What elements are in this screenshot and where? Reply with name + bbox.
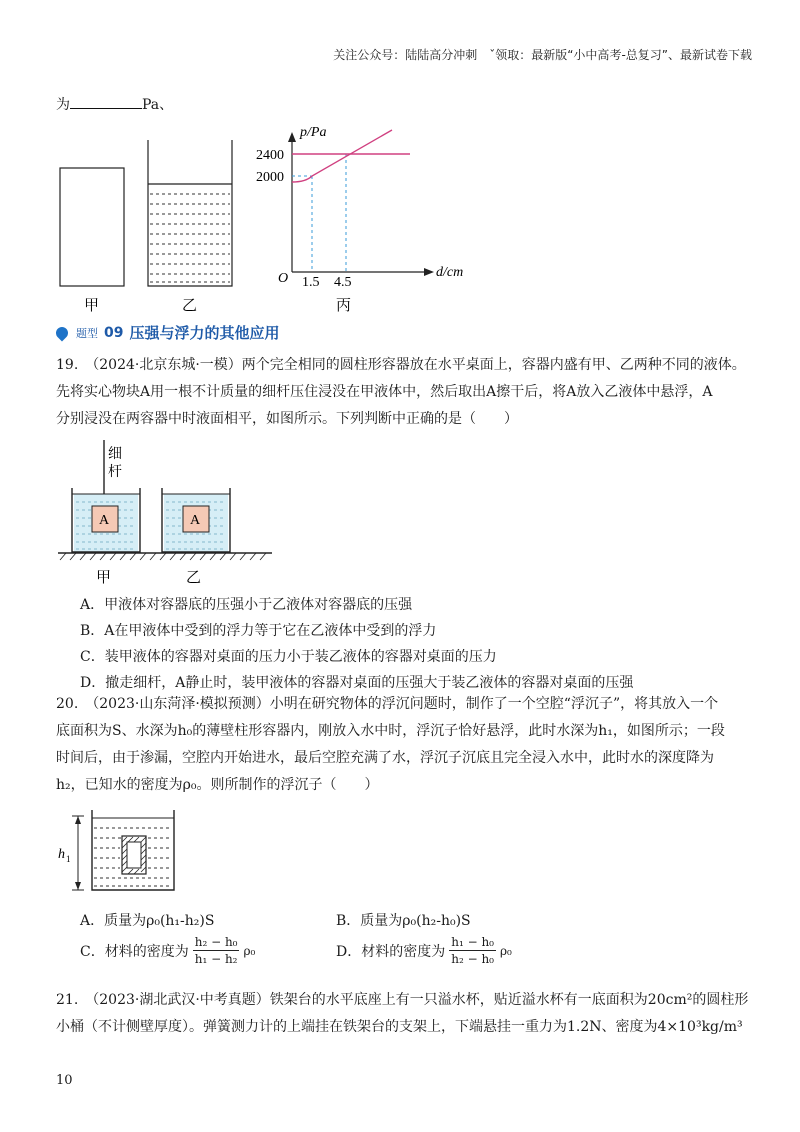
rod-label-1: 细 <box>108 447 122 462</box>
q20-c-rho: ρ₀ <box>243 943 256 958</box>
prev-answer-line <box>56 94 173 115</box>
origin-label: O <box>278 271 289 286</box>
q20-figure <box>56 808 196 900</box>
q20-d-rho: ρ₀ <box>500 943 512 958</box>
q20-line1: 20. （2023·山东菏泽·模拟预测）小明在研究物体的浮沉问题时，制作了一个空腔“浮沉子”，将其放入一个 <box>56 696 719 712</box>
container-yi <box>148 140 232 286</box>
q20-line3: 时间后，由于渗漏，空腔内开始进水，最后空腔充满了水，浮沉子沉底且完全浸入水中，此时水的深度降为 <box>56 750 714 766</box>
q20-d-prefix: D．材料的密度为 <box>336 943 446 960</box>
y-tick-2400: 2400 <box>256 148 284 163</box>
y-axis-label: p/Pa <box>300 125 327 140</box>
q19-line2: 先将实心物块A用一根不计质量的细杆压住浸没在甲液体中，然后取出A擦干后，将A放入乙液体中悬浮，A <box>56 384 713 400</box>
liquid-dashes-yi <box>150 184 230 282</box>
page-header: 关注公众号：陆陆高分冲刺 ˇ领取：最新版“小中高考-总复习”、最新试卷下载 <box>333 48 752 62</box>
y-axis-arrow <box>288 132 296 142</box>
q20-c-denominator: h₁ − h₂ <box>194 952 238 966</box>
rod-label-2: 杆 <box>108 465 122 480</box>
q20-c-prefix: C．材料的密度为 <box>80 943 189 960</box>
section-title: 压强与浮力的其他应用 <box>129 324 280 342</box>
q19-label-yi: 乙 <box>186 570 202 586</box>
floater-cavity <box>127 842 141 868</box>
h1-label: h <box>58 847 65 862</box>
q19-line1: 19. （2024·北京东城·一模）两个完全相同的圆柱形容器放在水平桌面上，容器内盛有甲、乙两种不同的液体。 <box>56 357 746 373</box>
location-pin-icon <box>54 324 71 341</box>
prev-prefix: 为 <box>56 97 70 113</box>
section-number: 09 <box>104 324 124 341</box>
q20-option-b[interactable]: B．质量为ρ₀(h₂-h₀)S <box>336 913 471 929</box>
label-bing: 丙 <box>336 298 352 314</box>
q20-c-numerator: h₂ − h₀ <box>194 935 238 949</box>
q20-d-denominator: h₂ − h₀ <box>451 952 494 966</box>
q21-line2: 小桶（不计侧壁厚度）。弹簧测力计的上端挂在铁架台的支架上，下端悬挂一重力为1.2N、密度为4×10³kg/m³ <box>56 1019 743 1035</box>
q20-option-d[interactable] <box>336 934 512 967</box>
answer-blank[interactable] <box>70 94 142 109</box>
x-tick-4-5: 4.5 <box>334 275 352 290</box>
q20-line4: h₂，已知水的密度为ρ₀。则所制作的浮沉子（ ） <box>56 777 379 793</box>
q19-figure <box>56 436 286 588</box>
label-jia: 甲 <box>84 298 100 314</box>
q19-line3: 分别浸没在两容器中时液面相平，如图所示。下列判断中正确的是（ ） <box>56 411 518 427</box>
q19-option-c[interactable]: C．装甲液体的容器对桌面的压力小于装乙液体的容器对桌面的压力 <box>80 649 497 665</box>
q20-option-a[interactable]: A．质量为ρ₀(h₁-h₂)S <box>80 913 215 929</box>
block-a-label-yi: A <box>190 513 201 528</box>
q20-line2: 底面积为S、水深为h₀的薄壁柱形容器内，刚放入水中时，浮沉子恰好悬浮，此时水深为h₁，如图所示；一段 <box>56 723 725 739</box>
section-header <box>56 322 280 343</box>
q19-option-b[interactable]: B．A在甲液体中受到的浮力等于它在乙液体中受到的浮力 <box>80 623 437 639</box>
block-a-label-jia: A <box>99 513 110 528</box>
prev-suffix: Pa、 <box>142 97 174 113</box>
q20-d-fraction <box>449 934 496 967</box>
q21-line1: 21. （2023·湖北武汉·中考真题）铁架台的水平底座上有一只溢水杯，贴近溢水杯有一底面积为20cm²的圆柱形 <box>56 992 749 1008</box>
y-tick-2000: 2000 <box>256 170 284 185</box>
q19-option-a[interactable]: A．甲液体对容器底的压强小于乙液体对容器底的压强 <box>80 597 413 613</box>
q20-d-numerator: h₁ − h₀ <box>451 935 494 949</box>
table-hatch <box>60 553 266 560</box>
solid-cylinder-jia <box>60 168 124 286</box>
section-tag: 题型 <box>76 326 98 340</box>
h1-label-sub: 1 <box>66 854 71 864</box>
q20-option-c[interactable] <box>80 934 255 967</box>
label-yi: 乙 <box>182 298 198 314</box>
prev-figure <box>50 120 490 320</box>
q20-c-fraction <box>193 934 240 967</box>
x-tick-1-5: 1.5 <box>302 275 320 290</box>
q19-option-d[interactable]: D．撤走细杆，A静止时，装甲液体的容器对桌面的压强大于装乙液体的容器对桌面的压强 <box>80 675 634 691</box>
page-number: 10 <box>56 1073 73 1088</box>
q19-label-jia: 甲 <box>96 570 112 586</box>
x-axis-label: d/cm <box>436 265 464 280</box>
x-axis-arrow <box>424 268 434 276</box>
